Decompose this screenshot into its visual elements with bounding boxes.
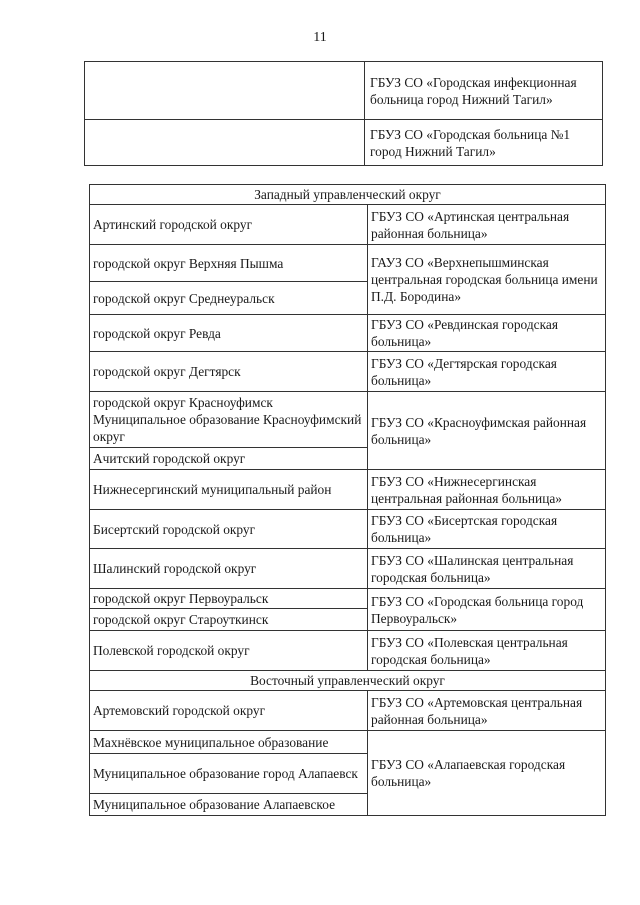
hospital-cell: ГБУЗ СО «Дегтярская городская больница» bbox=[368, 352, 606, 392]
district-cell: Шалинский городской округ bbox=[90, 549, 368, 589]
district-cell: городской округ Первоуральск bbox=[90, 589, 368, 609]
district-cell bbox=[85, 120, 365, 166]
district-cell: Нижнесергинский муниципальный район bbox=[90, 470, 368, 510]
table-row bbox=[90, 631, 606, 671]
district-cell: Муниципальное образование Алапаевское bbox=[90, 794, 368, 816]
table-row bbox=[90, 691, 606, 731]
district-cell: Полевской городской округ bbox=[90, 631, 368, 671]
district-cell: городской округ Среднеуральск bbox=[90, 282, 368, 315]
district-cell bbox=[85, 62, 365, 120]
district-cell: городской округ Староуткинск bbox=[90, 609, 368, 631]
table-row bbox=[90, 470, 606, 510]
table-row bbox=[90, 245, 606, 282]
hospital-cell: ГБУЗ СО «Бисертская городская больница» bbox=[368, 510, 606, 549]
table-row bbox=[90, 315, 606, 352]
district-cell: городской округ Красноуфимск Муниципальное образование Красноуфимский округ bbox=[90, 392, 368, 448]
hospital-cell: ГБУЗ СО «Артинская центральная районная больница» bbox=[368, 205, 606, 245]
districts-table bbox=[89, 184, 606, 816]
table-row bbox=[90, 510, 606, 549]
table-row bbox=[85, 120, 603, 166]
hospital-cell: ГБУЗ СО «Городская инфекционная больница город Нижний Тагил» bbox=[365, 62, 603, 120]
table-row bbox=[90, 205, 606, 245]
district-cell: Махнёвское муниципальное образование bbox=[90, 731, 368, 754]
hospital-cell: ГБУЗ СО «Артемовская центральная районная больница» bbox=[368, 691, 606, 731]
hospital-cell: ГБУЗ СО «Красноуфимская районная больница» bbox=[368, 392, 606, 470]
district-cell: Артемовский городской округ bbox=[90, 691, 368, 731]
region-heading: Западный управленческий округ bbox=[90, 185, 606, 205]
hospital-cell: ГБУЗ СО «Городская больница №1 город Нижний Тагил» bbox=[365, 120, 603, 166]
district-cell: Ачитский городской округ bbox=[90, 448, 368, 470]
district-cell: городской округ Верхняя Пышма bbox=[90, 245, 368, 282]
table-row bbox=[90, 731, 606, 754]
region-heading-row bbox=[90, 185, 606, 205]
district-cell: Артинский городской округ bbox=[90, 205, 368, 245]
district-cell: Бисертский городской округ bbox=[90, 510, 368, 549]
region-heading-row bbox=[90, 671, 606, 691]
hospital-cell: ГБУЗ СО «Алапаевская городская больница» bbox=[368, 731, 606, 816]
table-row bbox=[90, 549, 606, 589]
hospital-cell: ГАУЗ СО «Верхнепышминская центральная городская больница имени П.Д. Бородина» bbox=[368, 245, 606, 315]
table-row bbox=[85, 62, 603, 120]
page-number: 11 bbox=[313, 30, 327, 45]
table-row bbox=[90, 589, 606, 609]
table-row bbox=[90, 352, 606, 392]
continued-table bbox=[84, 61, 603, 166]
hospital-cell: ГБУЗ СО «Шалинская центральная городская больница» bbox=[368, 549, 606, 589]
hospital-cell: ГБУЗ СО «Полевская центральная городская больница» bbox=[368, 631, 606, 671]
table-row bbox=[90, 392, 606, 448]
district-cell: Муниципальное образование город Алапаевск bbox=[90, 754, 368, 794]
district-cell: городской округ Ревда bbox=[90, 315, 368, 352]
hospital-cell: ГБУЗ СО «Нижнесергинская центральная районная больница» bbox=[368, 470, 606, 510]
district-cell: городской округ Дегтярск bbox=[90, 352, 368, 392]
hospital-cell: ГБУЗ СО «Городская больница город Первоуральск» bbox=[368, 589, 606, 631]
hospital-cell: ГБУЗ СО «Ревдинская городская больница» bbox=[368, 315, 606, 352]
region-heading: Восточный управленческий округ bbox=[90, 671, 606, 691]
